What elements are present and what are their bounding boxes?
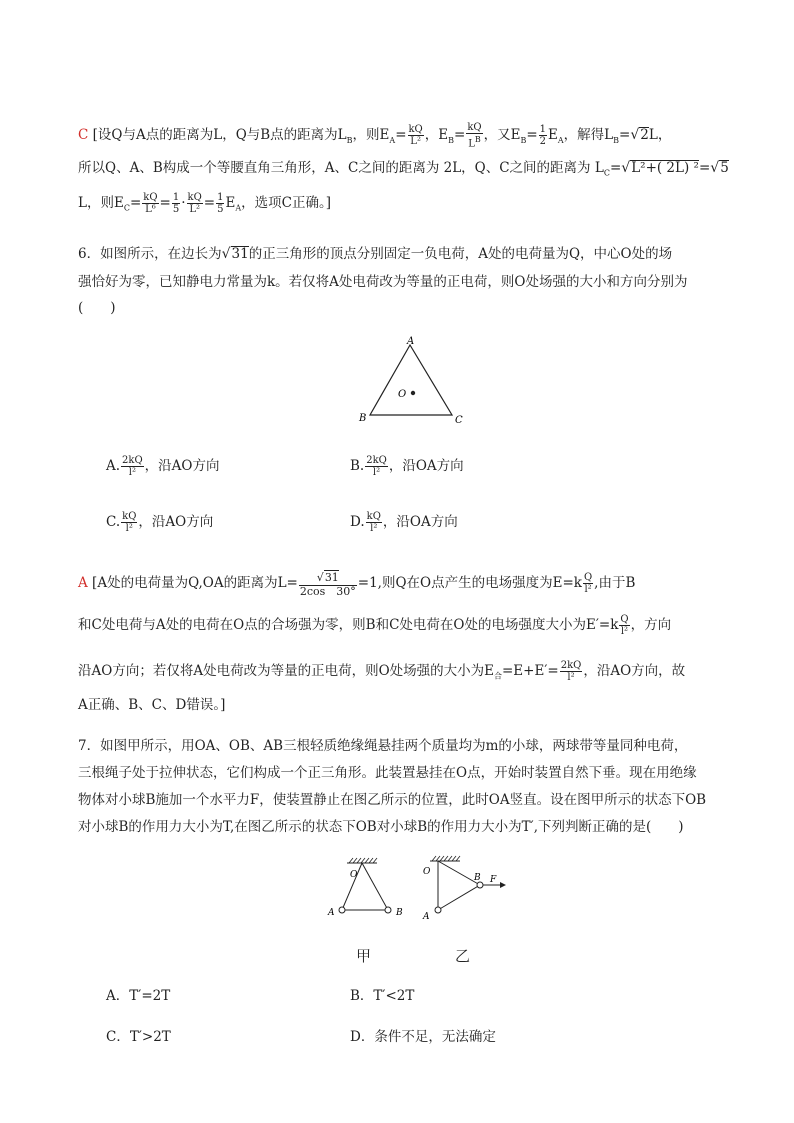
q6-line3: ( ) (78, 300, 116, 316)
answer6-line1: A [A处的电荷量为Q,OA的距离为L= $\frac{√31}{2\cos 30^\circ}$ =1,则Q在O点产生的电场强度为E=k $\frac{Q}{\text{l²}}$ ,由于B (78, 571, 636, 598)
svg-text:O: O (423, 867, 431, 877)
answer5-line2: 所以Q、A、B构成一个等腰直角三角形，A、C之间的距离为 2L，Q、C之间的距离为 $L_C=√L^2+$( 2L) ²=√5 (78, 160, 729, 178)
svg-text:B: B (474, 873, 481, 883)
svg-text:A: A (328, 908, 335, 918)
fraction: $\frac{1}{5}$ (172, 192, 180, 215)
answer6-line3: 沿AO方向；若仅将A处电荷改为等量的正电荷，则O处场强的大小为$E_合=E+E'=$ $\frac{2kQ}{\text{l²}}$ ，沿AO方向，故 (78, 660, 686, 683)
fraction: $\frac{kQ}{\text{L²}}$ (187, 192, 202, 215)
fraction: $\frac{1}{5}$ (217, 192, 224, 215)
center-point (411, 391, 415, 395)
q6-option-a[interactable]: A. $\frac{2kQ}{\text{l²}}$ ，沿AO方向 (106, 455, 220, 478)
answer5-line1: C [设Q与A点的距离为L，Q与B点的距离为$L_B$，则$E_A=$ $\frac{kQ}{\text{L²}}$ ，$E_B=$ $\frac{kQ}{L^B}$ ，又$E_B=$ $\frac{1}{2}$ $E_A$，解得$L_B=√2L$， (78, 122, 672, 150)
q6-option-c[interactable]: C. $\frac{kQ}{\text{l²}}$ ，沿AO方向 (106, 511, 214, 534)
q7-option-d[interactable]: D．条件不足，无法确定 (350, 1029, 496, 1045)
svg-text:B: B (396, 908, 403, 918)
figure-jia (322, 855, 412, 925)
q7-line2: 三根绳子处于拉伸状态，它们构成一个正三角形。此装置悬挂在O点，开始时装置自然下垂。现在用绝缘 (78, 765, 697, 781)
label-o: O (398, 389, 407, 400)
q6-option-d[interactable]: D. $\frac{kQ}{\text{l²}}$ ，沿OA方向 (350, 511, 458, 534)
triangle-diagram (355, 335, 470, 430)
q7-line4: 对小球B的作用力大小为T,在图乙所示的状态下OB对小球B的作用力大小为T′,下列判断正确的是( ) (78, 819, 684, 835)
figure-yi (418, 855, 508, 925)
fraction: $\frac{kQ}{\text{L²}}$ (408, 124, 423, 148)
q7-option-c[interactable]: C．T′>2T (106, 1029, 171, 1045)
q7-line3: 物体对小球B施加一个水平力F，使装置静止在图乙所示的位置，此时OA竖直。设在图甲所示的状态下OB (78, 792, 707, 808)
q6-option-b[interactable]: B. $\frac{2kQ}{\text{l²}}$ ，沿OA方向 (350, 455, 464, 478)
svg-text:F: F (490, 875, 497, 885)
caption-yi: 乙 (455, 947, 471, 965)
q6-line1: 6．如图所示，在边长为√31的正三角形的顶点分别固定一负电荷，A处的电荷量为Q，中心O处的场 (78, 246, 673, 262)
label-c: C (455, 415, 463, 426)
caption-jia: 甲 (356, 947, 372, 965)
answer6-letter: A (78, 575, 88, 591)
answer6-line2: 和C处电荷与A处的电荷在O点的合场强为零，则B和C处电荷在O处的电场强度大小为E′=k $\frac{Q}{\text{l²}}$ ，方向 (78, 614, 672, 637)
label-b: B (359, 413, 367, 424)
label-a: A (407, 336, 415, 347)
answer5-line3: L，则$E_C=$ $\frac{kQ}{\text{L⁶}}$ = $\frac{1}{5}$ · $\frac{kQ}{\text{L²}}$ = $\frac{1}{5}$ $E_A$，选项C正确。] (78, 192, 331, 215)
q7-option-b[interactable]: B．T′<2T (350, 988, 415, 1004)
answer5-letter: C (78, 127, 89, 144)
fraction: $\frac{kQ}{\text{L⁶}}$ (143, 192, 158, 215)
fraction: $\frac{kQ}{L^B}$ (467, 122, 482, 150)
q7-option-a[interactable]: A．T′=2T (106, 988, 171, 1004)
svg-text:A: A (423, 912, 430, 922)
triangle-shape (370, 345, 452, 415)
q7-line1: 7．如图甲所示，用OA、OB、AB三根轻质绝缘绳悬挂两个质量均为m的小球，两球带等量同种电荷， (78, 738, 688, 754)
fraction: $\frac{1}{2}$ (539, 124, 547, 148)
answer6-line4: A正确、B、C、D错误。] (78, 697, 226, 713)
svg-text:O: O (350, 870, 358, 880)
q6-line2: 强恰好为零，已知静电力常量为k。若仅将A处电荷改为等量的正电荷，则O处场强的大小和方向分别为 (78, 274, 688, 290)
